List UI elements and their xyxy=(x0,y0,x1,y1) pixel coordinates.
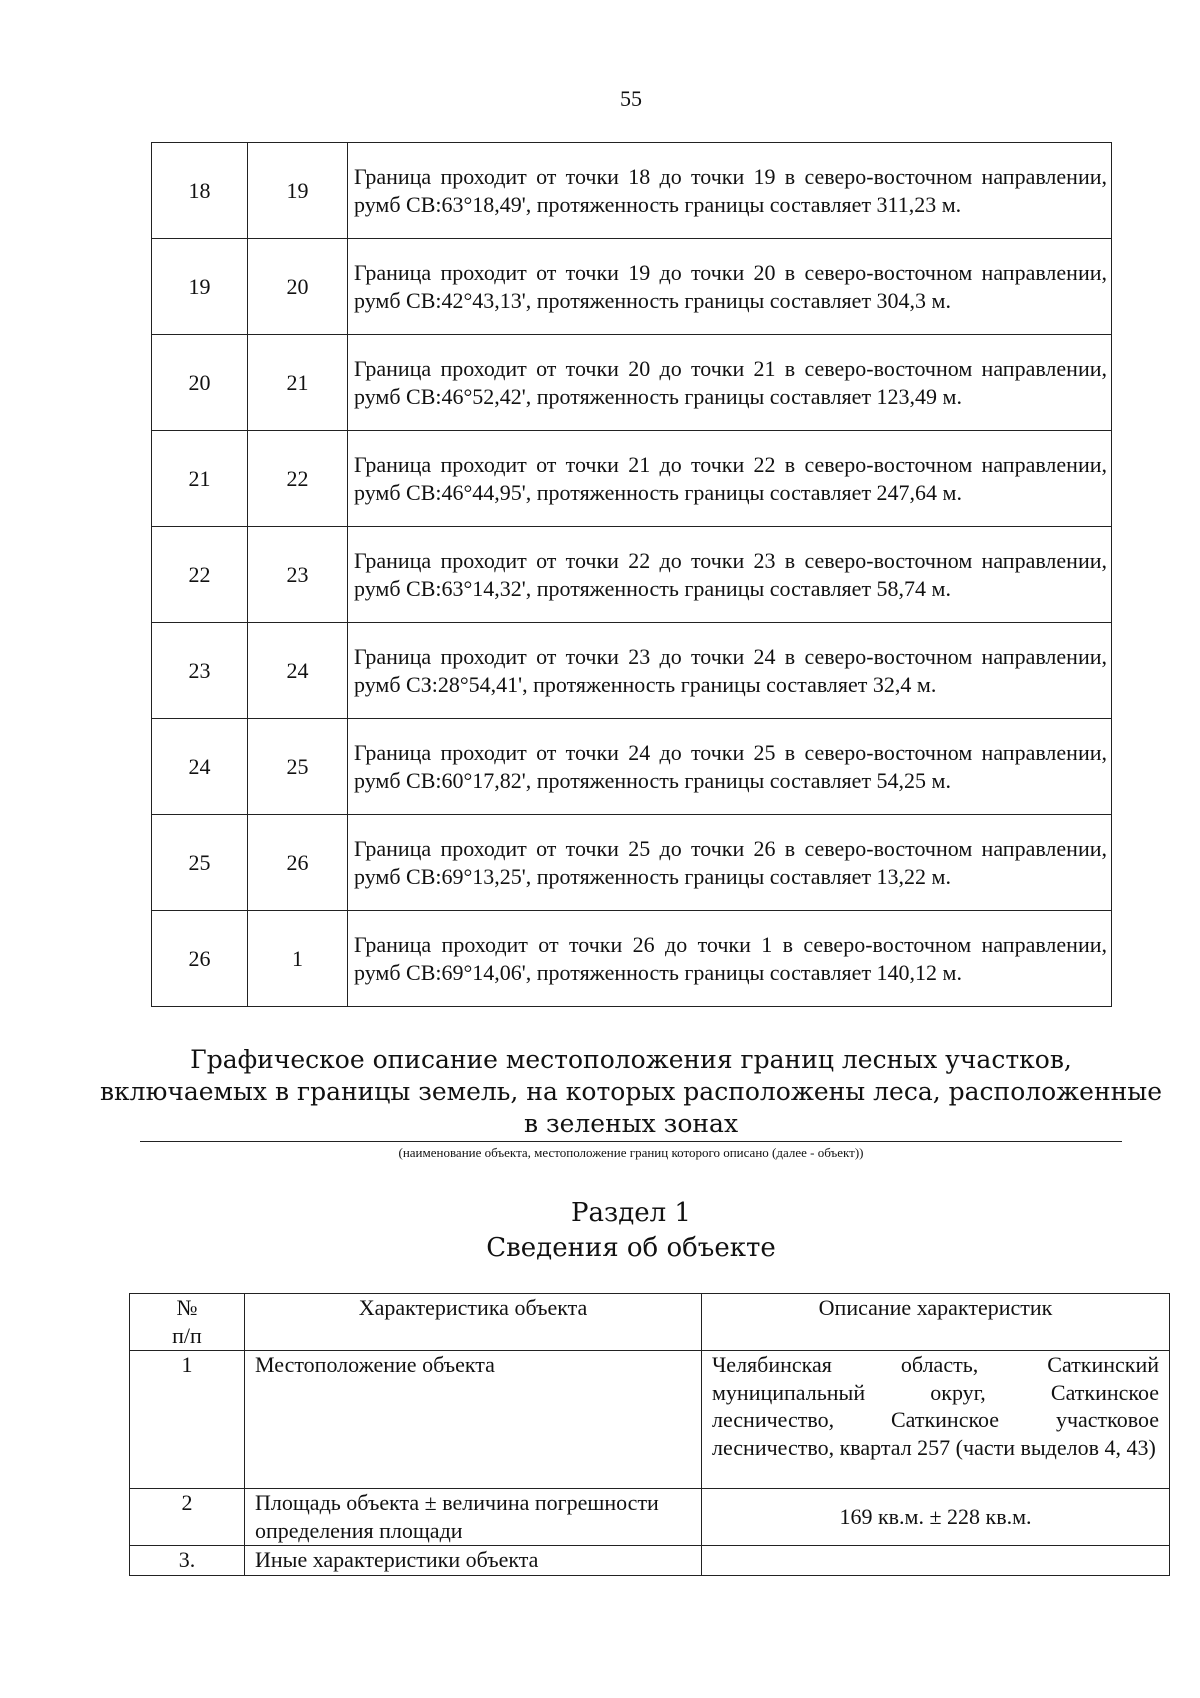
row-description: Граница проходит от точки 18 до точки 19 в северо-восточном направлении, румб СВ:63°18,49', протяженность границы составляет 311,23 м. xyxy=(348,143,1112,239)
row-from-point: 26 xyxy=(152,911,248,1007)
row-from-point: 19 xyxy=(152,239,248,335)
row-to-point: 21 xyxy=(248,335,348,431)
row-num: 1 xyxy=(130,1351,245,1489)
row-description: Граница проходит от точки 24 до точки 25 в северо-восточном направлении, румб СВ:60°17,82', протяженность границы составляет 54,25 м. xyxy=(348,719,1112,815)
row-to-point: 24 xyxy=(248,623,348,719)
row-from-point: 23 xyxy=(152,623,248,719)
table-header-row xyxy=(130,1294,1170,1351)
table-row xyxy=(152,719,1112,815)
row-description: Челябинская область, Саткинский муниципальный округ, Саткинское лесничество, Саткинское участковое лесничество, квартал 257 (части выделов 4, 43) xyxy=(702,1351,1170,1489)
row-to-point: 25 xyxy=(248,719,348,815)
row-description: Граница проходит от точки 23 до точки 24 в северо-восточном направлении, румб СЗ:28°54,41', протяженность границы составляет 32,4 м. xyxy=(348,623,1112,719)
heading-line-2: включаемых в границы земель, на которых расположены леса, расположенные xyxy=(99,1077,1162,1106)
header-num xyxy=(130,1294,245,1351)
row-to-point: 20 xyxy=(248,239,348,335)
row-from-point: 20 xyxy=(152,335,248,431)
row-description: Граница проходит от точки 26 до точки 1 в северо-восточном направлении, румб СВ:69°14,06', протяженность границы составляет 140,12 м. xyxy=(348,911,1112,1007)
row-to-point: 19 xyxy=(248,143,348,239)
section-heading xyxy=(0,1196,1200,1266)
boundary-table xyxy=(151,142,1112,1007)
heading-caption: (наименование объекта, местоположение границ которого описано (далее - объект)) xyxy=(398,1145,864,1160)
document-heading xyxy=(0,1044,1200,1140)
table-row xyxy=(130,1546,1170,1576)
row-from-point: 22 xyxy=(152,527,248,623)
table-row xyxy=(152,815,1112,911)
table-row xyxy=(152,239,1112,335)
table-row xyxy=(130,1351,1170,1489)
heading-line-1: Графическое описание местоположения границ лесных участков, xyxy=(190,1045,1072,1074)
table-row xyxy=(152,527,1112,623)
table-row xyxy=(152,335,1112,431)
row-from-point: 24 xyxy=(152,719,248,815)
table-row xyxy=(152,143,1112,239)
table-row xyxy=(130,1489,1170,1546)
row-description: Граница проходит от точки 22 до точки 23 в северо-восточном направлении, румб СВ:63°14,32', протяженность границы составляет 58,74 м. xyxy=(348,527,1112,623)
row-description: Граница проходит от точки 25 до точки 26 в северо-восточном направлении, румб СВ:69°13,25', протяженность границы составляет 13,22 м. xyxy=(348,815,1112,911)
row-characteristic: Площадь объекта ± величина погрешности определения площади xyxy=(245,1489,702,1546)
header-characteristic: Характеристика объекта xyxy=(245,1294,702,1351)
section-title: Раздел 1 xyxy=(571,1198,691,1228)
row-description: Граница проходит от точки 21 до точки 22 в северо-восточном направлении, румб СВ:46°44,95', протяженность границы составляет 247,64 м. xyxy=(348,431,1112,527)
row-description: Граница проходит от точки 19 до точки 20 в северо-восточном направлении, румб СВ:42°43,13', протяженность границы составляет 304,3 м. xyxy=(348,239,1112,335)
header-description: Описание характеристик xyxy=(702,1294,1170,1351)
row-to-point: 23 xyxy=(248,527,348,623)
table-row xyxy=(152,911,1112,1007)
row-characteristic: Местоположение объекта xyxy=(245,1351,702,1489)
row-description: Граница проходит от точки 20 до точки 21 в северо-восточном направлении, румб СВ:46°52,42', протяженность границы составляет 123,49 м. xyxy=(348,335,1112,431)
row-description: 169 кв.м. ± 228 кв.м. xyxy=(702,1489,1170,1546)
heading-underline xyxy=(140,1141,1122,1142)
row-from-point: 21 xyxy=(152,431,248,527)
row-to-point: 22 xyxy=(248,431,348,527)
object-info-table xyxy=(129,1293,1170,1576)
row-from-point: 25 xyxy=(152,815,248,911)
row-to-point: 26 xyxy=(248,815,348,911)
row-num: 3. xyxy=(130,1546,245,1576)
heading-line-3: в зеленых зонах xyxy=(523,1109,739,1138)
row-characteristic: Иные характеристики объекта xyxy=(245,1546,702,1576)
row-description xyxy=(702,1546,1170,1576)
header-num-line-1: № xyxy=(176,1295,198,1320)
table-row xyxy=(152,431,1112,527)
page-number: 55 xyxy=(620,86,642,111)
row-from-point: 18 xyxy=(152,143,248,239)
header-num-line-2: п/п xyxy=(172,1322,202,1348)
table-row xyxy=(152,623,1112,719)
row-num: 2 xyxy=(130,1489,245,1546)
row-to-point: 1 xyxy=(248,911,348,1007)
section-subtitle: Сведения об объекте xyxy=(486,1233,776,1263)
